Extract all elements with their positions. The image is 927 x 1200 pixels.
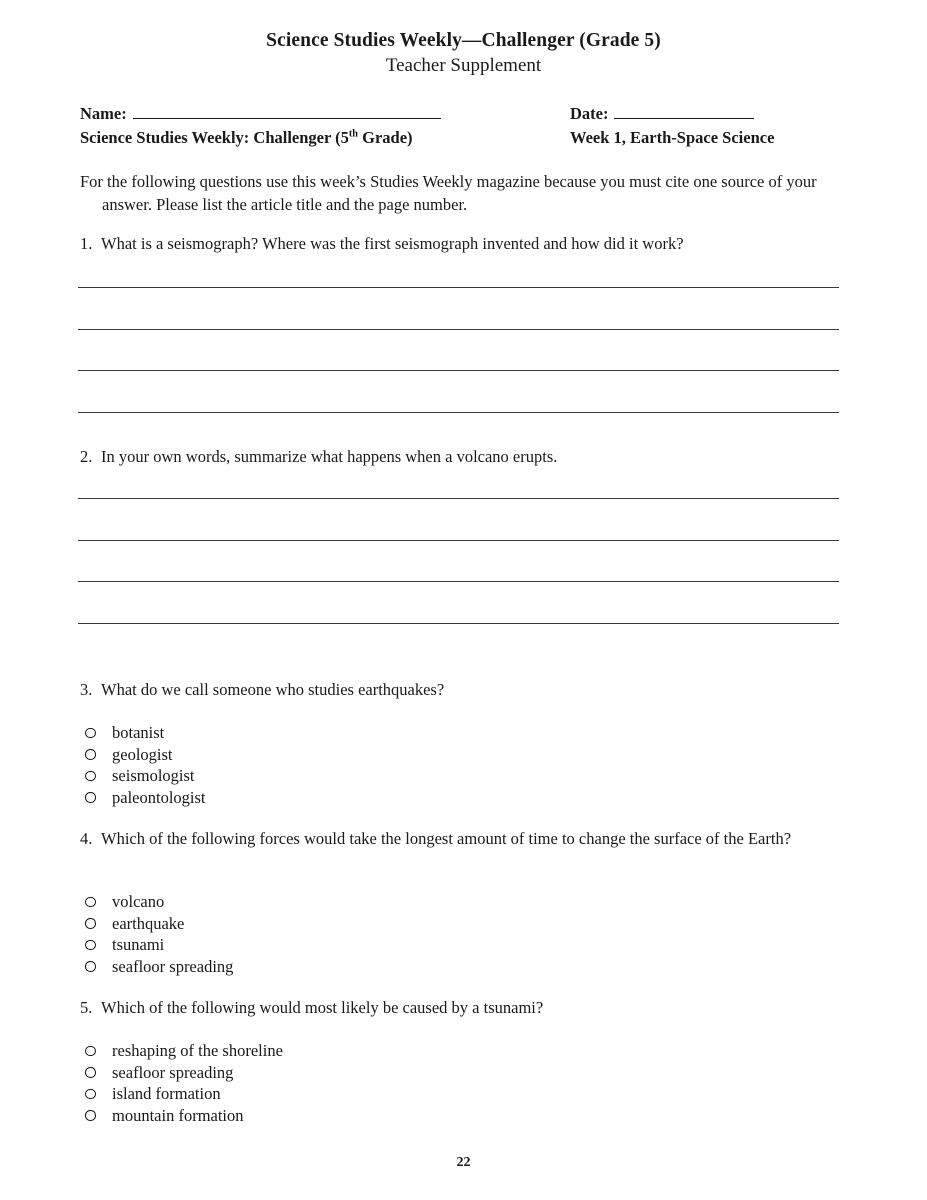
name-field-group	[80, 104, 441, 124]
radio-circle-icon[interactable]	[85, 771, 96, 782]
option-label: tsunami	[112, 935, 165, 954]
student-info-header	[80, 104, 846, 150]
page-number: 22	[456, 1155, 471, 1170]
question-1-text: What is a seismograph? Where was the first seismograph invented and how did it work?	[101, 234, 684, 253]
publication-title	[80, 128, 413, 148]
question-1	[80, 233, 840, 255]
name-date-row	[80, 104, 846, 126]
question-3-number: 3.	[80, 680, 93, 699]
option-label: island formation	[112, 1084, 221, 1103]
question-3-text: What do we call someone who studies earthquakes?	[101, 680, 445, 699]
page-subtitle: Teacher Supplement	[385, 55, 542, 77]
option-item[interactable]	[80, 765, 206, 787]
week-topic: Week 1, Earth-Space Science	[570, 128, 775, 147]
page-title: Science Studies Weekly—Challenger (Grade 5)	[266, 30, 661, 51]
option-item[interactable]	[80, 891, 233, 913]
option-item[interactable]	[80, 1040, 283, 1062]
option-item[interactable]	[80, 913, 233, 935]
option-label: volcano	[112, 892, 165, 911]
question-3	[80, 679, 780, 701]
option-item[interactable]	[80, 722, 206, 744]
answer-line[interactable]	[78, 412, 839, 413]
answer-line[interactable]	[78, 623, 839, 624]
name-label: Name:	[80, 104, 127, 123]
option-label: seafloor spreading	[112, 1062, 234, 1082]
question-1-number: 1.	[80, 234, 93, 253]
question-5-text: Which of the following would most likely be caused by a tsunami?	[101, 998, 544, 1017]
radio-circle-icon[interactable]	[85, 918, 96, 929]
question-4	[80, 828, 825, 850]
publication-week-row	[80, 128, 846, 150]
option-item[interactable]	[80, 1083, 283, 1105]
question-1-answer-lines	[78, 287, 839, 413]
radio-circle-icon[interactable]	[85, 1046, 96, 1057]
option-item[interactable]	[80, 1062, 283, 1084]
answer-line[interactable]	[78, 498, 839, 499]
instructions-line-1: For the following questions use this week’s Studies Weekly magazine because you must cite one source	[80, 172, 765, 191]
radio-circle-icon[interactable]	[85, 1110, 96, 1121]
question-3-options	[80, 722, 206, 808]
option-item[interactable]	[80, 744, 206, 766]
radio-circle-icon[interactable]	[85, 749, 96, 760]
question-4-number: 4.	[80, 829, 93, 848]
question-2	[80, 446, 840, 468]
radio-circle-icon[interactable]	[85, 1067, 96, 1078]
page-footer	[0, 1155, 927, 1171]
answer-line[interactable]	[78, 287, 839, 288]
answer-line[interactable]	[78, 540, 839, 541]
name-input-rule[interactable]	[133, 105, 441, 119]
question-2-text: In your own words, summarize what happens when a volcano erupts.	[101, 447, 558, 466]
document-header	[0, 30, 927, 78]
option-label: paleontologist	[112, 787, 206, 807]
option-item[interactable]	[80, 956, 233, 978]
question-4-text: Which of the following forces would take the longest amount of time to change the surface of the Earth?	[101, 829, 792, 848]
option-item[interactable]	[80, 787, 206, 809]
radio-circle-icon[interactable]	[85, 1089, 96, 1100]
instructions-paragraph	[80, 170, 864, 217]
radio-circle-icon[interactable]	[85, 961, 96, 972]
radio-circle-icon[interactable]	[85, 940, 96, 951]
option-label: seafloor spreading	[112, 956, 234, 976]
date-field-group	[570, 104, 754, 124]
radio-circle-icon[interactable]	[85, 897, 96, 908]
option-label: botanist	[112, 723, 165, 742]
answer-line[interactable]	[78, 329, 839, 330]
question-5-options	[80, 1040, 283, 1126]
option-label: reshaping of the shoreline	[112, 1041, 283, 1060]
question-2-number: 2.	[80, 447, 93, 466]
question-4-options	[80, 891, 233, 977]
answer-line[interactable]	[78, 370, 839, 371]
question-5-number: 5.	[80, 998, 93, 1017]
option-label: seismologist	[112, 766, 195, 785]
ordinal-suffix: th	[348, 128, 358, 140]
answer-line[interactable]	[78, 581, 839, 582]
radio-circle-icon[interactable]	[85, 728, 96, 739]
option-label: earthquake	[112, 913, 185, 933]
instructions-line-2: of your answer. Please list the article title and the page number.	[102, 172, 817, 215]
date-label: Date:	[570, 104, 609, 123]
option-label: geologist	[112, 744, 173, 764]
option-item[interactable]	[80, 1105, 283, 1127]
publication-title-end: Grade)	[357, 128, 413, 147]
question-2-answer-lines	[78, 498, 839, 624]
option-label: mountain formation	[112, 1105, 244, 1125]
date-input-rule[interactable]	[614, 105, 754, 119]
radio-circle-icon[interactable]	[85, 792, 96, 803]
option-item[interactable]	[80, 934, 233, 956]
question-5	[80, 997, 780, 1019]
publication-title-start: Science Studies Weekly: Challenger (5	[80, 128, 349, 147]
